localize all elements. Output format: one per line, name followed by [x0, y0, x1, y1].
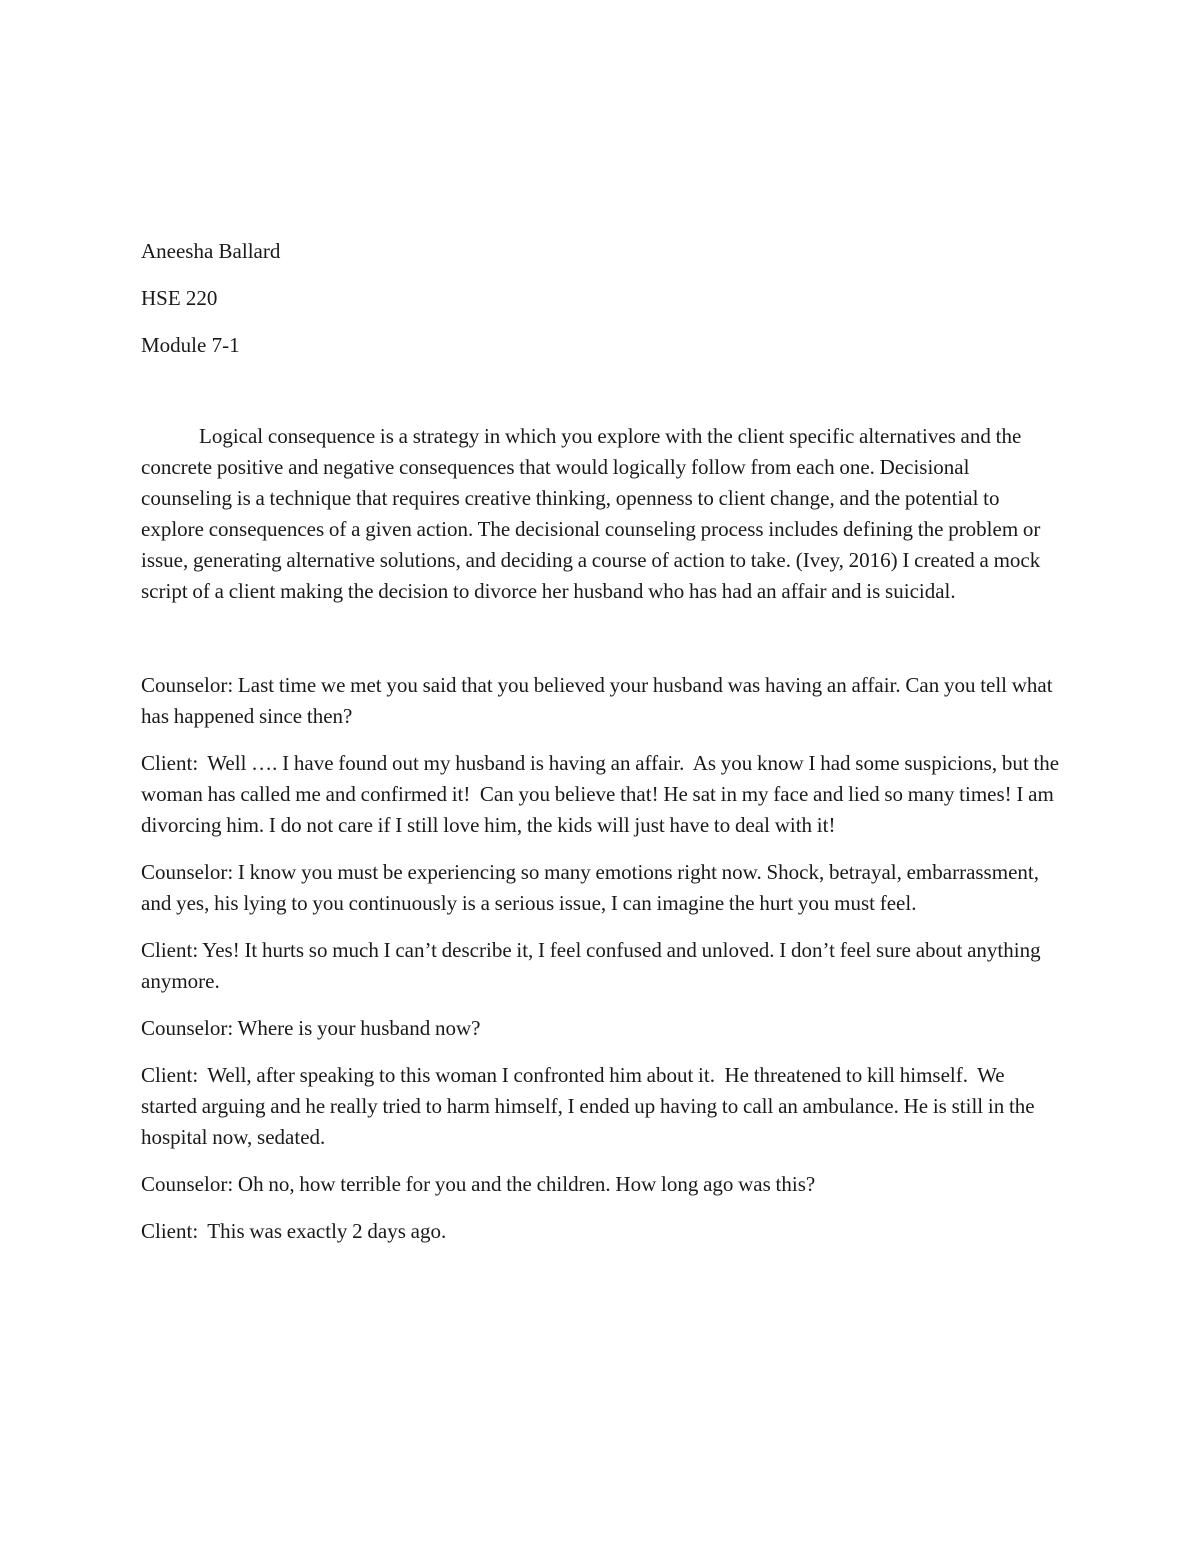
speaker-label: Client:: [141, 1063, 199, 1087]
dialogue-turn: [141, 1013, 1061, 1044]
dialogue-turn: [141, 857, 1061, 919]
turn-text: Well, after speaking to this woman I confronted him about it. He threatened to kill himself. We started arguing and he really tried to harm himself, I ended up having to call an ambulance. He is still in the hospital now, sedated.: [141, 1063, 1040, 1149]
speaker-label: Counselor:: [141, 1172, 234, 1196]
dialogue-turn: [141, 1169, 1061, 1200]
document-body: [141, 236, 1064, 1247]
speaker-label: Counselor:: [141, 860, 234, 884]
turn-text: Last time we met you said that you believed your husband was having an affair. Can you tell what has happened since then?: [141, 673, 1053, 728]
dialogue-turn: [141, 935, 1061, 997]
turn-text: Oh no, how terrible for you and the children. How long ago was this?: [233, 1172, 816, 1196]
dialogue-turn: [141, 1060, 1061, 1153]
turn-text: I know you must be experiencing so many emotions right now. Shock, betrayal, embarrassment, and yes, his lying to you continuously is a serious issue, I can imagine the hurt you must feel.: [141, 860, 1039, 915]
dialogue-turn: [141, 670, 1061, 732]
intro-paragraph: Logical consequence is a strategy in which you explore with the client specific alternatives and the concrete positive and negative consequences that would logically follow from each one. Decisional counseling is a technique that requires creative thinking, openness to client change, and the potential to explore consequences of a given action. The decisional counseling process includes defining the problem or issue, generating alternative solutions, and deciding a course of action to take. (Ivey, 2016) I created a mock script of a client making the decision to divorce her husband who has had an affair and is suicidal.: [141, 424, 1041, 603]
dialogue-turn: [141, 1216, 1061, 1247]
dialogue-turn: [141, 748, 1064, 841]
course-code: HSE 220: [141, 286, 218, 310]
speaker-label: Client:: [141, 1219, 199, 1243]
turn-text: Yes! It hurts so much I can’t describe it, I feel confused and unloved. I don’t feel sure about anything anymore.: [141, 938, 1041, 993]
turn-text: This was exactly 2 days ago.: [198, 1219, 447, 1243]
speaker-label: Counselor:: [141, 1016, 234, 1040]
speaker-label: Client:: [141, 938, 199, 962]
module-label: Module 7-1: [141, 333, 240, 357]
author-name: Aneesha Ballard: [141, 239, 281, 263]
speaker-label: Counselor:: [141, 673, 234, 697]
turn-text: Where is your husband now?: [233, 1016, 481, 1040]
turn-text: Well …. I have found out my husband is having an affair. As you know I had some suspicions, but the woman has called me and confirmed it! Can you believe that! He sat in my face and lied so many times! I am divorcing him. I do not care if I still love him, the kids will just have to deal with it!: [141, 751, 1064, 837]
speaker-label: Client:: [141, 751, 199, 775]
dialogue-script: [141, 670, 1064, 1247]
